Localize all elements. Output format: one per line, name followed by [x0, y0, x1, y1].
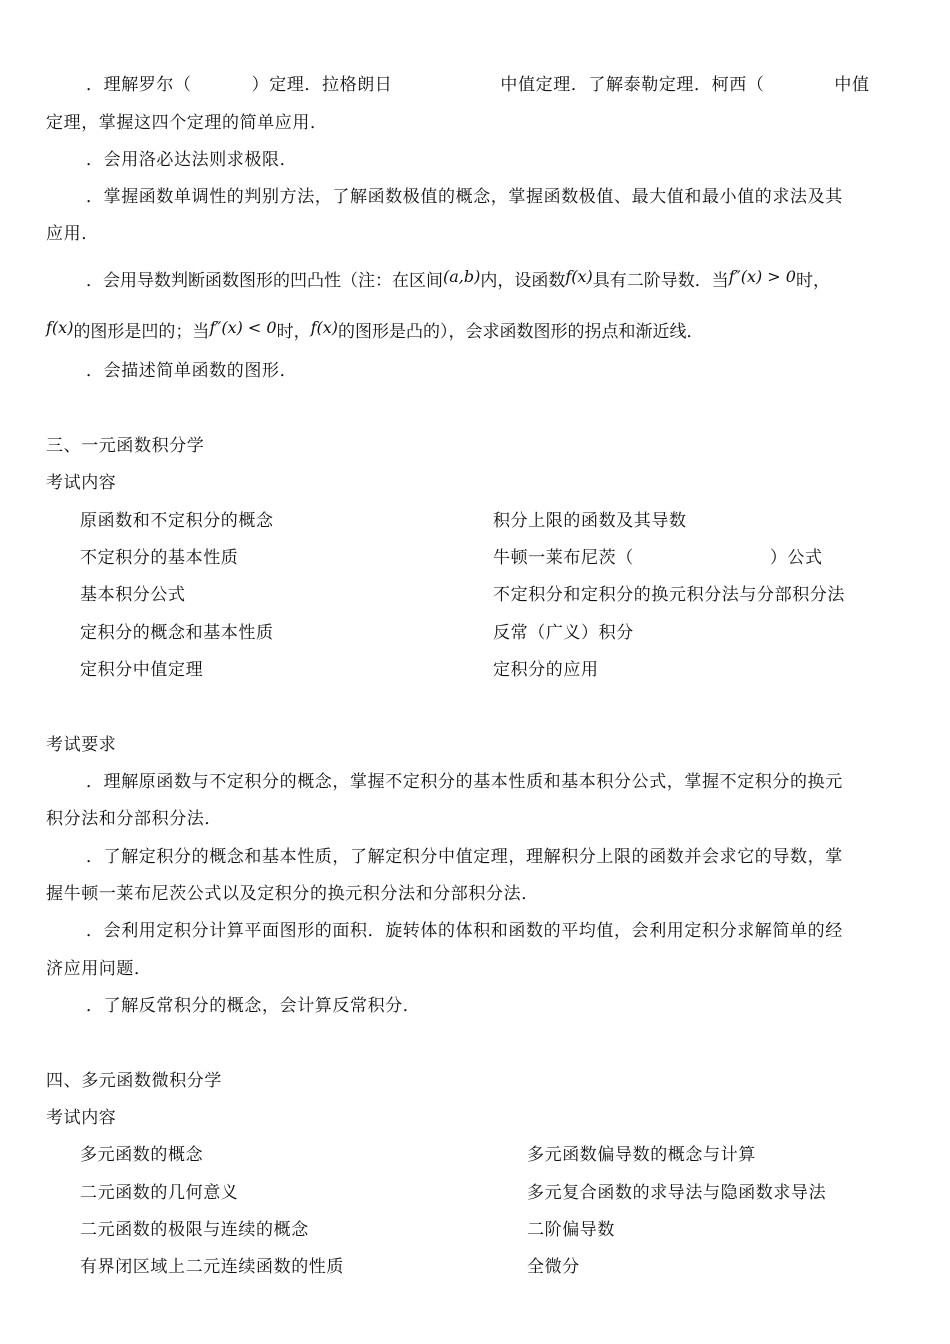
req-item: ．了解定积分的概念和基本性质，了解定积分中值定理，理解积分上限的函数并会求它的导数，掌 [86, 847, 843, 867]
text-fragment: 具有二阶导数．当 [592, 271, 729, 291]
list-item: 定积分的概念和基本性质 [80, 623, 274, 643]
list-item: 积分上限的函数及其导数 [493, 511, 687, 531]
list-item: 二阶偏导数 [527, 1220, 615, 1240]
req-item-cont: 济应用问题． [46, 959, 152, 979]
req-item-lhopital: ．会用洛必达法则求极限． [86, 150, 298, 170]
req-item: ．会利用定积分计算平面图形的面积．旋转体的体积和函数的平均值，会利用定积分求解简单的经 [86, 921, 843, 941]
text-fragment: 内，设函数 [480, 271, 566, 291]
text-fragment: ．理解罗尔（ [86, 75, 192, 95]
list-item: 基本积分公式 [80, 585, 186, 605]
math-fx: f(x) [565, 267, 593, 286]
req-item-rolle [86, 73, 906, 97]
content-label: 考试内容 [46, 1108, 117, 1128]
list-item: 定积分的应用 [493, 660, 599, 680]
list-item: 二元函数的极限与连续的概念 [80, 1220, 309, 1240]
list-item: 多元复合函数的求导法与隐函数求导法 [527, 1183, 827, 1203]
list-item: 反常（广义）积分 [493, 623, 634, 643]
text-fragment: 中值 [834, 75, 870, 95]
list-item: 定积分中值定理 [80, 660, 204, 680]
math-fx: f(x) [46, 318, 74, 337]
req-item-rolle-cont: 定理，掌握这四个定理的简单应用． [46, 113, 328, 133]
text-fragment: 时， [795, 271, 830, 291]
req-item-sketch: ．会描述简单函数的图形． [86, 361, 298, 381]
section-heading: 三、一元函数积分学 [46, 436, 205, 456]
req-item: ．了解反常积分的概念，会计算反常积分． [86, 996, 421, 1016]
list-item: 不定积分和定积分的换元积分法与分部积分法 [493, 585, 845, 605]
text-fragment: 中值定理．了解泰勒定理．柯西（ [500, 75, 765, 95]
list-item: 原函数和不定积分的概念 [80, 511, 274, 531]
text-fragment: 的图形是凸的），会求函数图形的拐点和渐近线． [338, 322, 704, 342]
content-label: 考试内容 [46, 473, 117, 493]
text-fragment: 牛顿一莱布尼茨（ [493, 548, 634, 568]
math-fx: f(x) [310, 318, 339, 337]
req-item-concavity-cont [46, 320, 906, 344]
list-item [493, 546, 823, 570]
list-item: 全微分 [527, 1257, 580, 1277]
math-second-derivative-negative: f″(x) < 0 [209, 318, 277, 337]
list-item: 多元函数偏导数的概念与计算 [527, 1145, 756, 1165]
req-item-cont: 积分法和分部积分法． [46, 809, 222, 829]
list-item: 二元函数的几何意义 [80, 1183, 239, 1203]
math-second-derivative-positive: f″(x) > 0 [728, 267, 796, 286]
text-fragment: 的图形是凹的；当 [73, 322, 210, 342]
text-fragment: 时， [276, 322, 311, 342]
text-fragment: ．会用导数判断函数图形的凹凸性（注：在区间 [86, 271, 443, 291]
req-item-monotonic-cont: 应用． [46, 224, 99, 244]
text-fragment: ）定理．拉格朗日 [251, 75, 393, 95]
req-item-concavity [86, 269, 906, 293]
list-item: 不定积分的基本性质 [80, 548, 239, 568]
req-item: ．理解原函数与不定积分的概念，掌握不定积分的基本性质和基本积分公式，掌握不定积分的换元 [86, 772, 843, 792]
text-fragment: ）公式 [769, 548, 823, 568]
math-interval: (a,b) [443, 267, 481, 286]
list-item: 多元函数的概念 [80, 1145, 204, 1165]
requirements-label: 考试要求 [46, 735, 117, 755]
req-item-cont: 握牛顿一莱布尼茨公式以及定积分的换元积分法和分部积分法． [46, 884, 539, 904]
req-item-monotonic: ．掌握函数单调性的判别方法，了解函数极值的概念，掌握函数极值、最大值和最小值的求法及其 [86, 187, 843, 207]
section-heading: 四、多元函数微积分学 [46, 1071, 222, 1091]
list-item: 有界闭区域上二元连续函数的性质 [80, 1257, 344, 1277]
